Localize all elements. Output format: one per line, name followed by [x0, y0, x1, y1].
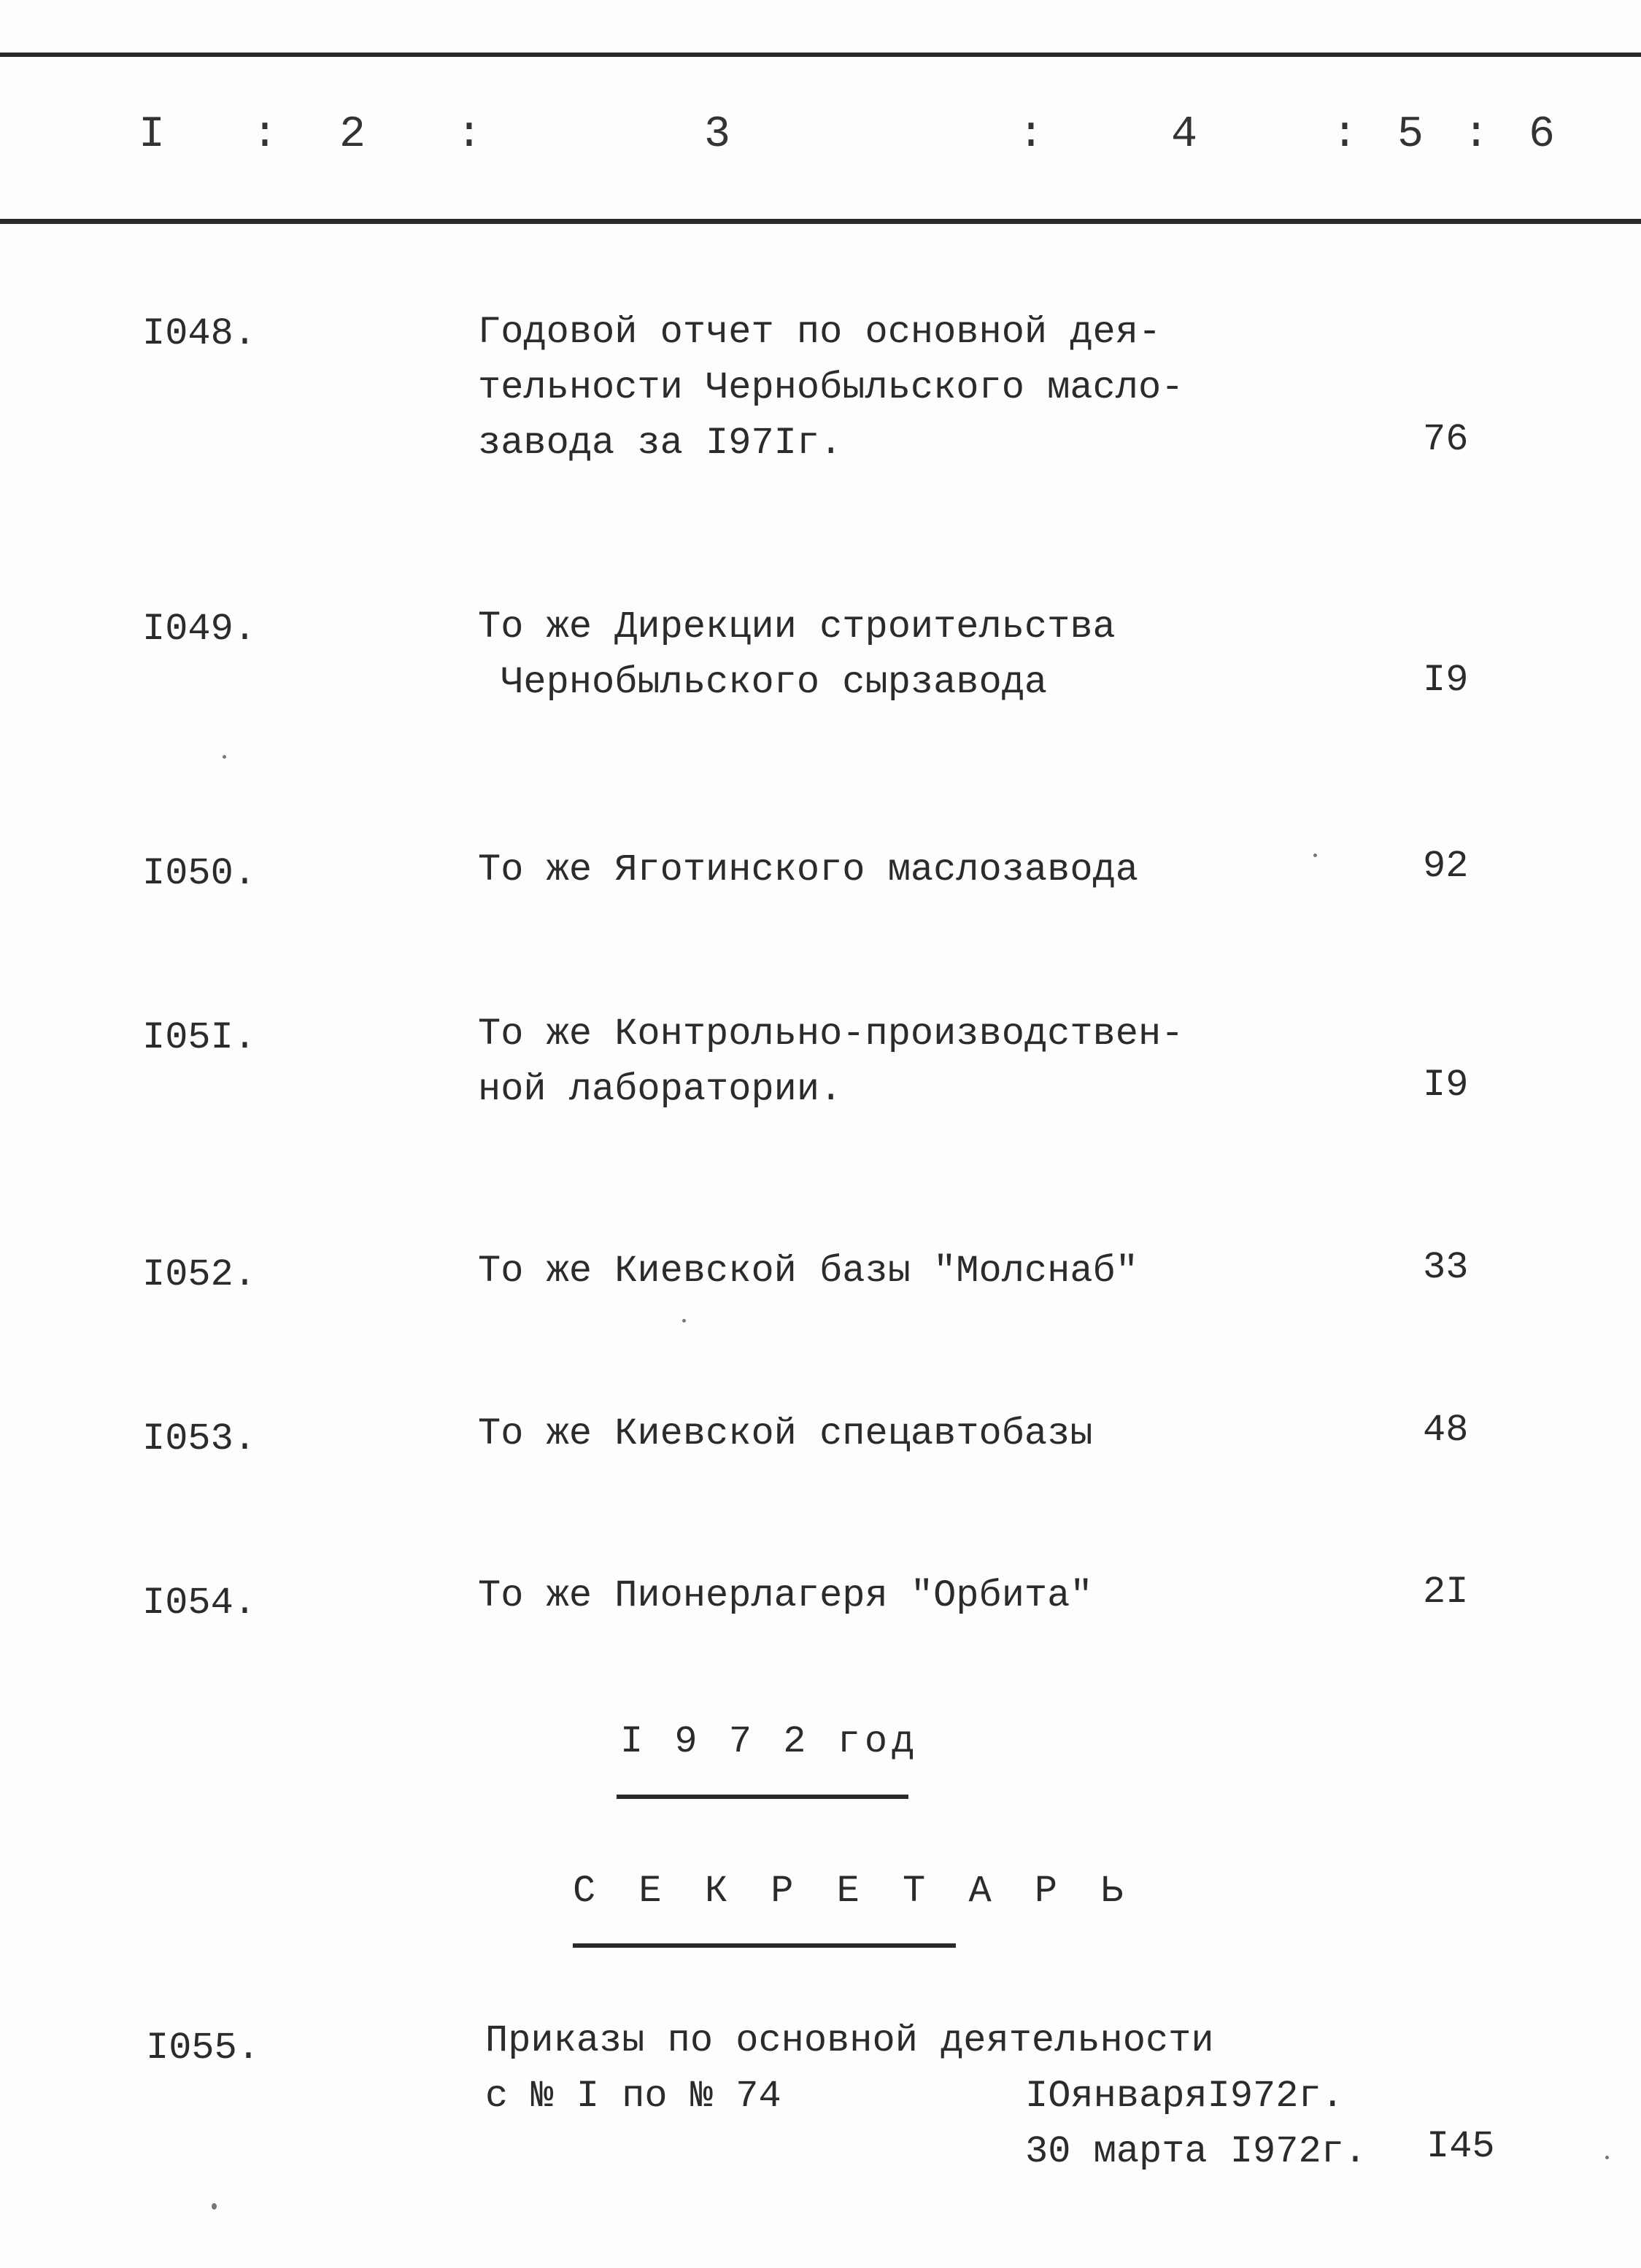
section-heading-underline [573, 1943, 956, 1948]
column-header-6: 6 [1529, 110, 1556, 160]
paper-speck [223, 755, 226, 759]
column-separator: : [1332, 110, 1359, 160]
paper-speck [212, 2203, 217, 2210]
entry-title: То же Пионерлагеря "Орбита" [478, 1574, 1093, 1617]
entry-title: То же Контрольно-производствен- ной лаборатории. [478, 1013, 1184, 1111]
entry-number: I05I. [142, 1016, 257, 1059]
paper-speck [682, 1319, 686, 1323]
entry-page-count: I9 [1423, 1064, 1469, 1107]
column-separator: : [1463, 110, 1490, 160]
entry-title: То же Яготинского маслозавода [478, 848, 1138, 891]
column-header-4: 4 [1171, 110, 1198, 160]
column-separator: : [456, 110, 483, 160]
column-separator: : [252, 110, 279, 160]
paper-speck [1605, 2156, 1609, 2159]
entry-number: I052. [142, 1253, 257, 1296]
column-header-5: 5 [1397, 110, 1424, 160]
entry-date-start: IOянваряI972г. [1025, 2075, 1344, 2118]
entry-page-count: 2I [1423, 1571, 1469, 1614]
entry-page-count: I9 [1423, 659, 1469, 702]
entry-date-end: 30 марта I972г. [1025, 2130, 1367, 2173]
entry-title: Приказы по основной деятельности с № I по № 74 [485, 2019, 1214, 2118]
column-separator: : [1018, 110, 1045, 160]
column-header-2: 2 [339, 110, 366, 160]
entry-page-count: 76 [1423, 418, 1469, 461]
entry-number: I053. [142, 1417, 257, 1460]
entry-number: I054. [142, 1582, 257, 1625]
entry-title: То же Киевской спецавтобазы [478, 1412, 1093, 1455]
year-heading: I 9 7 2 год [620, 1720, 919, 1763]
column-header-3: 3 [704, 110, 731, 160]
column-header-1: I [139, 110, 166, 160]
header-top-rule [0, 53, 1641, 57]
year-heading-underline [617, 1795, 908, 1799]
entry-title: То же Киевской базы "Молснаб" [478, 1250, 1138, 1293]
entry-page-count: 92 [1423, 845, 1469, 888]
entry-title: То же Дирекции строительства Чернобыльского сырзавода [478, 605, 1116, 704]
entry-number: I050. [142, 852, 257, 895]
entry-number: I048. [142, 312, 257, 355]
paper-speck [1313, 854, 1317, 857]
entry-page-count: 33 [1423, 1246, 1469, 1289]
header-bottom-rule [0, 219, 1641, 224]
entry-page-count: I45 [1426, 2125, 1495, 2168]
entry-page-count: 48 [1423, 1409, 1469, 1452]
section-heading: С Е К Р Е Т А Р Ь [573, 1870, 1134, 1913]
entry-number: I055. [146, 2027, 260, 2070]
entry-title: Годовой отчет по основной дея- тельности Чернобыльского масло- завода за I97Iг. [478, 311, 1184, 465]
entry-number: I049. [142, 608, 257, 651]
